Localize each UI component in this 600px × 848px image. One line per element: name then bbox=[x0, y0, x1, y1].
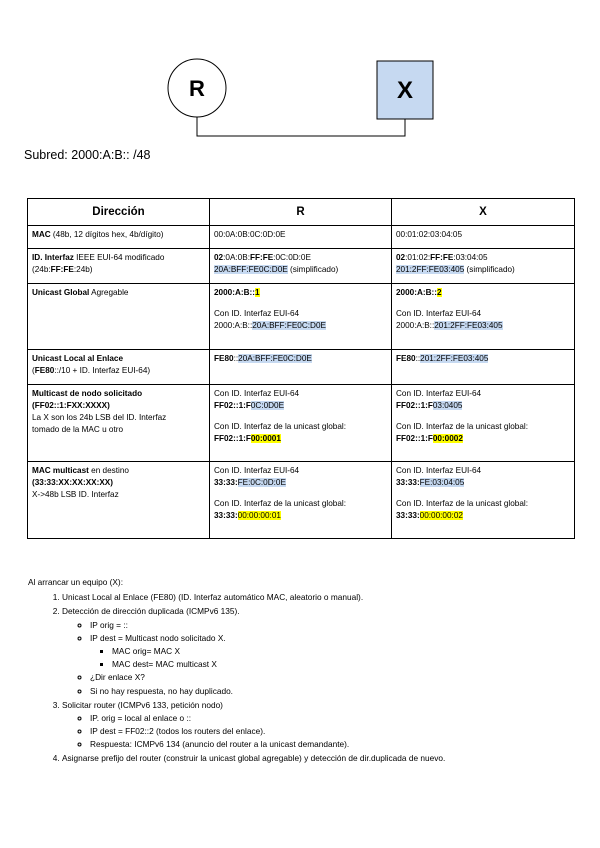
table-row-link-local bbox=[28, 350, 575, 385]
global-r-eui-iid: 20A:BFF:FE0C:D0E bbox=[252, 320, 326, 330]
sol-r-suffix: 0C:0D0E bbox=[250, 400, 285, 410]
router-node-r-label: R bbox=[189, 76, 205, 101]
label-text: :24b) bbox=[73, 264, 93, 274]
global-x-eui-iid: 201:2FF:FE03:405 bbox=[434, 320, 503, 330]
iid-r-simplified: 20A:BFF:FE0C:D0E bbox=[214, 264, 288, 274]
table-row-mac bbox=[28, 226, 575, 249]
row-label bbox=[28, 462, 210, 539]
list-item bbox=[90, 633, 588, 671]
list-item bbox=[90, 713, 588, 724]
sol-x-prefix: FF02::1:F bbox=[396, 433, 433, 443]
step-text: IP dest = Multicast nodo solicitado X. bbox=[90, 632, 226, 643]
step-text: Detección de dirección duplicada (ICMPv6 135). bbox=[62, 606, 240, 617]
iid-r-part: 02 bbox=[214, 253, 224, 262]
iid-r-part: FF:FE bbox=[249, 253, 274, 262]
label-rest: en destino bbox=[88, 466, 129, 475]
link-line bbox=[197, 116, 405, 136]
mmac-x-prefix: 33:33: bbox=[396, 510, 420, 520]
caption: Con ID. Interfaz EUI-64 bbox=[396, 466, 482, 475]
cell-r bbox=[210, 462, 392, 539]
cell-r bbox=[210, 385, 392, 462]
cell-x bbox=[392, 462, 575, 539]
row-label bbox=[28, 249, 210, 284]
list-item bbox=[90, 739, 588, 750]
sub-list bbox=[62, 713, 588, 751]
cell-r bbox=[210, 350, 392, 385]
table-row-mac-multicast bbox=[28, 462, 575, 539]
host-node-x-label: X bbox=[396, 77, 414, 104]
step-text: Unicast Local al Enlace (FE80) (ID. Interfaz automático MAC, aleatorio o manual). bbox=[62, 592, 364, 603]
link-x-sep: :: bbox=[415, 354, 421, 363]
iid-x-part: 02 bbox=[396, 253, 406, 262]
global-x-host: 2 bbox=[436, 288, 442, 297]
table-row-interface-id bbox=[28, 249, 575, 284]
list-item bbox=[62, 700, 588, 751]
global-x-prefix: 2000:A:B:: bbox=[396, 288, 437, 297]
link-x-iid: 201:2FF:FE03:405 bbox=[420, 354, 489, 363]
sol-r-suffix: 00:0001 bbox=[250, 433, 281, 443]
caption: Con ID. Interfaz de la unicast global: bbox=[396, 421, 528, 431]
iid-r-part: :0A:0B: bbox=[223, 253, 250, 262]
mmac-r-suffix: FE:0C:0D:0E bbox=[237, 477, 286, 487]
label-text: La X son los 24b LSB del ID. Interfaz bbox=[32, 412, 167, 422]
label-rest: Agregable bbox=[89, 288, 129, 297]
cell-x bbox=[392, 226, 575, 249]
step-text: IP orig = :: bbox=[90, 619, 128, 630]
cell-r bbox=[210, 249, 392, 284]
mmac-r-prefix: 33:33: bbox=[214, 477, 238, 487]
list-item bbox=[90, 620, 588, 631]
list-item bbox=[62, 592, 588, 603]
caption: Con ID. Interfaz de la unicast global: bbox=[214, 498, 346, 508]
iid-r-part: :0C:0D:0E bbox=[273, 253, 311, 262]
label-bold: (33:33:XX:XX:XX:XX) bbox=[32, 477, 113, 487]
global-x-eui-prefix: 2000:A:B:: bbox=[396, 320, 435, 330]
header-r: R bbox=[210, 199, 392, 226]
iid-r-note: (simplificado) bbox=[287, 264, 339, 274]
cell-x bbox=[392, 249, 575, 284]
step-text: Solicitar router (ICMPv6 133, petición nodo) bbox=[62, 699, 223, 710]
global-r-host: 1 bbox=[254, 288, 260, 297]
cell-x bbox=[392, 284, 575, 350]
sol-x-prefix: FF02::1:F bbox=[396, 400, 433, 410]
link-r-iid: 20A:BFF:FE0C:D0E bbox=[238, 354, 312, 363]
global-r-caption: Con ID. Interfaz EUI-64 bbox=[214, 308, 300, 318]
step-text: ¿Dir enlace X? bbox=[90, 672, 145, 683]
mac-x: 00:01:02:03:04:05 bbox=[396, 230, 463, 239]
list-item bbox=[90, 686, 588, 697]
caption: Con ID. Interfaz EUI-64 bbox=[396, 389, 482, 398]
caption: Con ID. Interfaz de la unicast global: bbox=[214, 421, 346, 431]
header-direccion: Dirección bbox=[28, 199, 210, 226]
label-text: ( bbox=[32, 365, 35, 375]
link-r-sep: :: bbox=[233, 354, 239, 363]
label-bold: MAC bbox=[32, 230, 51, 239]
mmac-x-suffix: 00:00:00:02 bbox=[419, 510, 463, 520]
global-x-caption: Con ID. Interfaz EUI-64 bbox=[396, 308, 482, 318]
header-x: X bbox=[392, 199, 575, 226]
cell-x bbox=[392, 385, 575, 462]
caption: Con ID. Interfaz EUI-64 bbox=[214, 466, 300, 475]
label-bold: FF:FE bbox=[50, 264, 74, 274]
step-text: Si no hay respuesta, no hay duplicado. bbox=[90, 685, 233, 696]
table-row-global-unicast bbox=[28, 284, 575, 350]
list-item bbox=[62, 606, 588, 696]
sub-sub-list bbox=[90, 646, 588, 670]
list-item bbox=[112, 646, 588, 657]
sub-list bbox=[62, 620, 588, 697]
iid-x-part: FF:FE bbox=[430, 253, 454, 262]
table-row-solicited-node bbox=[28, 385, 575, 462]
label-text: ::/10 + ID. Interfaz EUI-64) bbox=[54, 365, 151, 375]
boot-steps bbox=[28, 592, 588, 764]
iid-x-note: (simplificado) bbox=[464, 264, 515, 274]
list-item bbox=[112, 659, 588, 670]
label-bold: Multicast de nodo solicitado bbox=[32, 389, 143, 398]
row-label bbox=[28, 385, 210, 462]
row-label bbox=[28, 350, 210, 385]
label-bold: MAC multicast bbox=[32, 466, 89, 475]
label-bold: Unicast Local al Enlace bbox=[32, 354, 124, 363]
label-text: (24b: bbox=[32, 264, 51, 274]
sol-x-suffix: 03:0405 bbox=[432, 400, 463, 410]
mmac-x-prefix: 33:33: bbox=[396, 477, 420, 487]
caption: Con ID. Interfaz EUI-64 bbox=[214, 389, 300, 398]
list-item bbox=[90, 672, 588, 683]
row-label bbox=[28, 226, 210, 249]
step-text: MAC orig= MAC X bbox=[112, 645, 181, 656]
sol-r-prefix: FF02::1:F bbox=[214, 433, 251, 443]
network-diagram bbox=[0, 0, 600, 150]
step-text: Respuesta: ICMPv6 134 (anuncio del router a la unicast demandante). bbox=[90, 739, 350, 750]
label-bold: (FF02::1:FXX:XXXX) bbox=[32, 400, 110, 410]
cell-r bbox=[210, 284, 392, 350]
step-text: IP dest = FF02::2 (todos los routers del enlace). bbox=[90, 726, 266, 737]
iid-x-part: :03:04:05 bbox=[453, 253, 488, 262]
iid-x-part: :01:02: bbox=[405, 253, 431, 262]
sol-r-prefix: FF02::1:F bbox=[214, 400, 251, 410]
boot-notes bbox=[28, 577, 588, 768]
step-text: MAC dest= MAC multicast X bbox=[112, 659, 217, 670]
subnet-label: Subred: 2000:A:B:: /48 bbox=[24, 148, 151, 162]
address-table bbox=[27, 198, 575, 539]
table-header-row bbox=[28, 199, 575, 226]
label-bold: Unicast Global bbox=[32, 288, 90, 297]
label-bold: FE80 bbox=[34, 365, 55, 375]
global-r-eui-prefix: 2000:A:B:: bbox=[214, 320, 253, 330]
cell-r bbox=[210, 226, 392, 249]
sol-x-suffix: 00:0002 bbox=[432, 433, 463, 443]
list-item bbox=[62, 753, 588, 764]
global-r-prefix: 2000:A:B:: bbox=[214, 288, 255, 297]
mmac-r-prefix: 33:33: bbox=[214, 510, 238, 520]
label-text: tomado de la MAC u otro bbox=[32, 424, 124, 434]
link-r-prefix: FE80 bbox=[214, 354, 234, 363]
label-bold: ID. Interfaz bbox=[32, 253, 74, 262]
mmac-r-suffix: 00:00:00:01 bbox=[237, 510, 281, 520]
label-rest: IEEE EUI-64 modificado bbox=[73, 253, 165, 262]
step-text: Asignarse prefijo del router (construir la unicast global agregable) y detección de dir.duplicada de nuevo. bbox=[62, 753, 446, 764]
list-item bbox=[90, 726, 588, 737]
link-x-prefix: FE80 bbox=[396, 354, 416, 363]
mmac-x-suffix: FE:03:04:05 bbox=[419, 477, 465, 487]
cell-x bbox=[392, 350, 575, 385]
label-text: X->48b LSB ID. Interfaz bbox=[32, 489, 119, 499]
caption: Con ID. Interfaz de la unicast global: bbox=[396, 498, 528, 508]
label-rest: (48b, 12 dígitos hex, 4b/dígito) bbox=[50, 230, 164, 239]
mac-r: 00:0A:0B:0C:0D:0E bbox=[214, 230, 286, 239]
notes-intro: Al arrancar un equipo (X): bbox=[28, 577, 124, 587]
step-text: IP. orig = local al enlace o :: bbox=[90, 712, 192, 723]
row-label bbox=[28, 284, 210, 350]
iid-x-simplified: 201:2FF:FE03:405 bbox=[396, 264, 465, 274]
